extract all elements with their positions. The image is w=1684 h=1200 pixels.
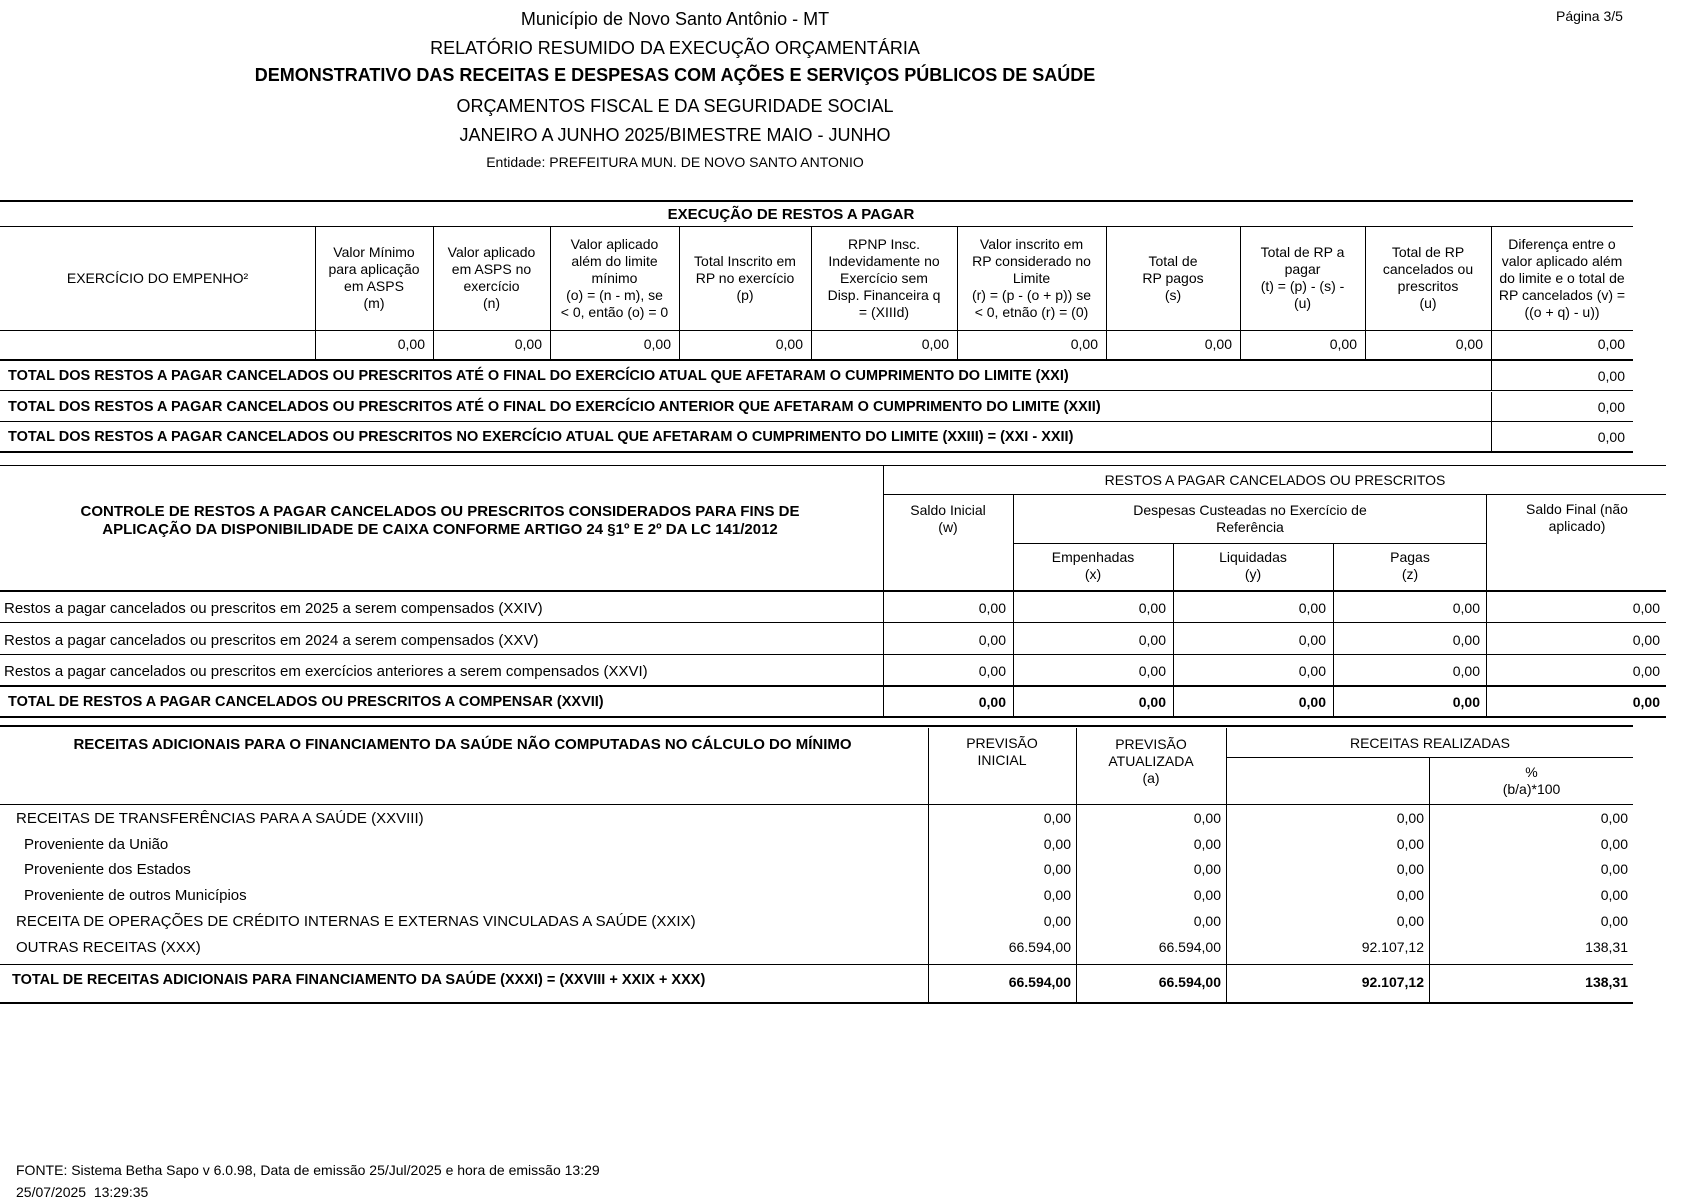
rp-value-7: 0,00 <box>1204 336 1232 352</box>
rp-value-4: 0,00 <box>775 336 803 352</box>
rp-total-label-2: TOTAL DOS RESTOS A PAGAR CANCELADOS OU PRESCRITOS ATÉ O FINAL DO EXERCÍCIO ANTERIOR QUE AFETARAM O CUMPRIMENTO DO LIMITE (XXII) <box>8 399 1101 415</box>
realizadas-header: RECEITAS REALIZADAS <box>1349 734 1510 751</box>
rp-total-label-3: TOTAL DOS RESTOS A PAGAR CANCELADOS OU PRESCRITOS NO EXERCÍCIO ATUAL QUE AFETARAM O CUMPRIMENTO DO LIMITE (XXIII) = (XXI - XXII) <box>8 429 1074 445</box>
rp-control-row-label-3: Restos a pagar cancelados ou prescritos em exercícios anteriores a serem compensados (XXVI) <box>4 663 648 680</box>
prev-atualizada-header: PREVISÃO ATUALIZADA (a) <box>1108 735 1194 786</box>
rp-control-row2-value-5: 0,00 <box>1632 632 1660 648</box>
liquidadas-header: Liquidadas (y) <box>1219 549 1287 582</box>
rp-value-3: 0,00 <box>643 336 671 352</box>
rp-value-10: 0,00 <box>1597 336 1625 352</box>
saldo-final-header: Saldo Final (não aplicado) <box>1526 501 1628 534</box>
rp-group-header: RESTOS A PAGAR CANCELADOS OU PRESCRITOS <box>1104 471 1446 488</box>
entity: Entidade: PREFEITURA MUN. DE NOVO SANTO ANTONIO <box>486 154 864 170</box>
revenue-row1-value-3: 0,00 <box>1396 810 1424 826</box>
rp-value-8: 0,00 <box>1329 336 1357 352</box>
revenue-total-value-1: 66.594,00 <box>1008 974 1071 990</box>
revenue-row6-value-2: 66.594,00 <box>1158 939 1221 955</box>
report-title: RELATÓRIO RESUMIDO DA EXECUÇÃO ORÇAMENTÁRIA <box>430 38 920 58</box>
rp-control-total-value-2: 0,00 <box>1138 694 1166 710</box>
rp-control-row3-value-5: 0,00 <box>1632 663 1660 679</box>
rp-col-header-2: Valor aplicado em ASPS no exercício (n) <box>447 244 536 311</box>
rp-control-row3-value-1: 0,00 <box>978 663 1006 679</box>
page-number: Página 3/5 <box>1556 8 1623 24</box>
revenue-row1-value-2: 0,00 <box>1193 810 1221 826</box>
rp-value-1: 0,00 <box>397 336 425 352</box>
revenue-row-label-6: OUTRAS RECEITAS (XXX) <box>16 939 201 956</box>
footer-timestamp: 25/07/2025 13:29:35 <box>16 1184 149 1200</box>
rp-control-total-value-1: 0,00 <box>978 694 1006 710</box>
rp-control-row1-value-5: 0,00 <box>1632 600 1660 616</box>
revenue-row3-value-1: 0,00 <box>1043 861 1071 877</box>
revenue-total-value-2: 66.594,00 <box>1158 974 1221 990</box>
percent-header: % (b/a)*100 <box>1502 764 1561 797</box>
revenue-row5-value-3: 0,00 <box>1396 913 1424 929</box>
rp-control-row3-value-4: 0,00 <box>1452 663 1480 679</box>
pagas-header: Pagas (z) <box>1390 549 1430 582</box>
rp-control-row-label-2: Restos a pagar cancelados ou prescritos em 2024 a serem compensados (XXV) <box>4 632 539 649</box>
revenue-row-label-4: Proveniente de outros Municípios <box>24 887 247 904</box>
revenue-total-label: TOTAL DE RECEITAS ADICIONAIS PARA FINANCIAMENTO DA SAÚDE (XXXI) = (XXVIII + XXIX + XXX) <box>12 972 706 988</box>
revenue-row2-value-4: 0,00 <box>1600 836 1628 852</box>
revenue-row5-value-1: 0,00 <box>1043 913 1071 929</box>
rp-col-header-9: Total de RP cancelados ou prescritos (u) <box>1382 244 1474 311</box>
rp-execution-title: EXECUÇÃO DE RESTOS A PAGAR <box>667 206 915 223</box>
rp-control-total-value-5: 0,00 <box>1632 694 1660 710</box>
rp-value-9: 0,00 <box>1455 336 1483 352</box>
statement-title: DEMONSTRATIVO DAS RECEITAS E DESPESAS COM AÇÕES E SERVIÇOS PÚBLICOS DE SAÚDE <box>254 65 1096 85</box>
revenue-row-label-3: Proveniente dos Estados <box>24 861 191 878</box>
rp-control-row2-value-2: 0,00 <box>1138 632 1166 648</box>
rp-col-header-7: Total de RP pagos (s) <box>1142 252 1204 303</box>
revenue-row5-value-4: 0,00 <box>1600 913 1628 929</box>
rp-control-total-value-3: 0,00 <box>1298 694 1326 710</box>
rp-control-row3-value-3: 0,00 <box>1298 663 1326 679</box>
revenue-row-label-1: RECEITAS DE TRANSFERÊNCIAS PARA A SAÚDE (XXVIII) <box>16 810 424 827</box>
rp-col-header-4: Total Inscrito em RP no exercício (p) <box>694 252 796 303</box>
revenue-row-label-2: Proveniente da União <box>24 836 169 853</box>
budget-scope: ORÇAMENTOS FISCAL E DA SEGURIDADE SOCIAL <box>456 96 894 116</box>
rp-col-header-6: Valor inscrito em RP considerado no Limite (r) = (p - (o + p)) se < 0, etnão (r) = (0) <box>971 235 1092 320</box>
revenue-row1-value-4: 0,00 <box>1600 810 1628 826</box>
rp-row-header: EXERCÍCIO DO EMPENHO² <box>66 269 249 286</box>
rp-control-row1-value-1: 0,00 <box>978 600 1006 616</box>
footer-source: FONTE: Sistema Betha Sapo v 6.0.98, Data de emissão 25/Jul/2025 e hora de emissão 13:29 <box>16 1162 600 1178</box>
municipality-title: Município de Novo Santo Antônio - MT <box>520 9 830 29</box>
rp-col-header-1: Valor Mínimo para aplicação em ASPS (m) <box>328 244 420 311</box>
rp-control-row1-value-4: 0,00 <box>1452 600 1480 616</box>
rp-col-header-8: Total de RP a pagar (t) = (p) - (s) - (u) <box>1260 244 1345 311</box>
revenue-row6-value-4: 138,31 <box>1585 939 1628 955</box>
rp-col-header-3: Valor aplicado além do limite mínimo (o) = (n - m), se < 0, então (o) = 0 <box>560 235 669 320</box>
rp-control-row-label-1: Restos a pagar cancelados ou prescritos em 2025 a serem compensados (XXIV) <box>4 600 543 617</box>
revenue-row3-value-2: 0,00 <box>1193 861 1221 877</box>
revenue-row2-value-1: 0,00 <box>1043 836 1071 852</box>
rp-value-2: 0,00 <box>514 336 542 352</box>
prev-inicial-header: PREVISÃO INICIAL <box>966 735 1038 768</box>
rp-control-title: CONTROLE DE RESTOS A PAGAR CANCELADOS OU PRESCRITOS CONSIDERADOS PARA FINS DE APLICAÇÃO DA DISPONIBILIDADE DE CAIXA CONFORME ARTIGO 24 §1º E 2º DA LC 141/2012 <box>80 503 800 538</box>
revenue-row3-value-4: 0,00 <box>1600 861 1628 877</box>
rp-control-row3-value-2: 0,00 <box>1138 663 1166 679</box>
rp-control-row1-value-3: 0,00 <box>1298 600 1326 616</box>
rp-value-6: 0,00 <box>1070 336 1098 352</box>
revenue-row2-value-2: 0,00 <box>1193 836 1221 852</box>
rp-total-value-2: 0,00 <box>1597 399 1625 415</box>
revenue-row6-value-1: 66.594,00 <box>1008 939 1071 955</box>
rp-control-row1-value-2: 0,00 <box>1138 600 1166 616</box>
period: JANEIRO A JUNHO 2025/BIMESTRE MAIO - JUNHO <box>459 125 891 145</box>
revenue-row3-value-3: 0,00 <box>1396 861 1424 877</box>
rp-control-total-label: TOTAL DE RESTOS A PAGAR CANCELADOS OU PRESCRITOS A COMPENSAR (XXVII) <box>8 694 604 710</box>
rp-col-header-10: Diferença entre o valor aplicado além do limite e o total de RP cancelados (v) = ((o + q) - u)) <box>1498 235 1626 320</box>
rp-value-5: 0,00 <box>921 336 949 352</box>
rp-control-row2-value-1: 0,00 <box>978 632 1006 648</box>
empenhadas-header: Empenhadas (x) <box>1051 549 1135 582</box>
revenue-row6-value-3: 92.107,12 <box>1361 939 1424 955</box>
saldo-inicial-header: Saldo Inicial (w) <box>910 502 986 535</box>
revenue-total-value-3: 92.107,12 <box>1361 974 1424 990</box>
revenue-row2-value-3: 0,00 <box>1396 836 1424 852</box>
revenue-total-value-4: 138,31 <box>1585 974 1628 990</box>
revenue-row4-value-4: 0,00 <box>1600 887 1628 903</box>
revenue-row4-value-1: 0,00 <box>1043 887 1071 903</box>
rp-total-label-1: TOTAL DOS RESTOS A PAGAR CANCELADOS OU PRESCRITOS ATÉ O FINAL DO EXERCÍCIO ATUAL QUE AFETARAM O CUMPRIMENTO DO LIMITE (XXI) <box>8 368 1069 384</box>
despesas-header: Despesas Custeadas no Exercício de Referência <box>1133 502 1367 535</box>
rp-col-header-5: RPNP Insc. Indevidamente no Exercício sem Disp. Financeira q = (XIIId) <box>827 235 941 320</box>
revenue-row-label-5: RECEITA DE OPERAÇÕES DE CRÉDITO INTERNAS E EXTERNAS VINCULADAS A SAÚDE (XXIX) <box>16 913 696 930</box>
additional-revenue-title: RECEITAS ADICIONAIS PARA O FINANCIAMENTO DA SAÚDE NÃO COMPUTADAS NO CÁLCULO DO MÍNIMO <box>73 736 852 753</box>
revenue-row4-value-2: 0,00 <box>1193 887 1221 903</box>
rp-total-value-3: 0,00 <box>1597 429 1625 445</box>
rp-control-row2-value-4: 0,00 <box>1452 632 1480 648</box>
rp-control-row2-value-3: 0,00 <box>1298 632 1326 648</box>
revenue-row5-value-2: 0,00 <box>1193 913 1221 929</box>
revenue-row4-value-3: 0,00 <box>1396 887 1424 903</box>
rp-control-total-value-4: 0,00 <box>1452 694 1480 710</box>
revenue-row1-value-1: 0,00 <box>1043 810 1071 826</box>
rp-total-value-1: 0,00 <box>1597 368 1625 384</box>
